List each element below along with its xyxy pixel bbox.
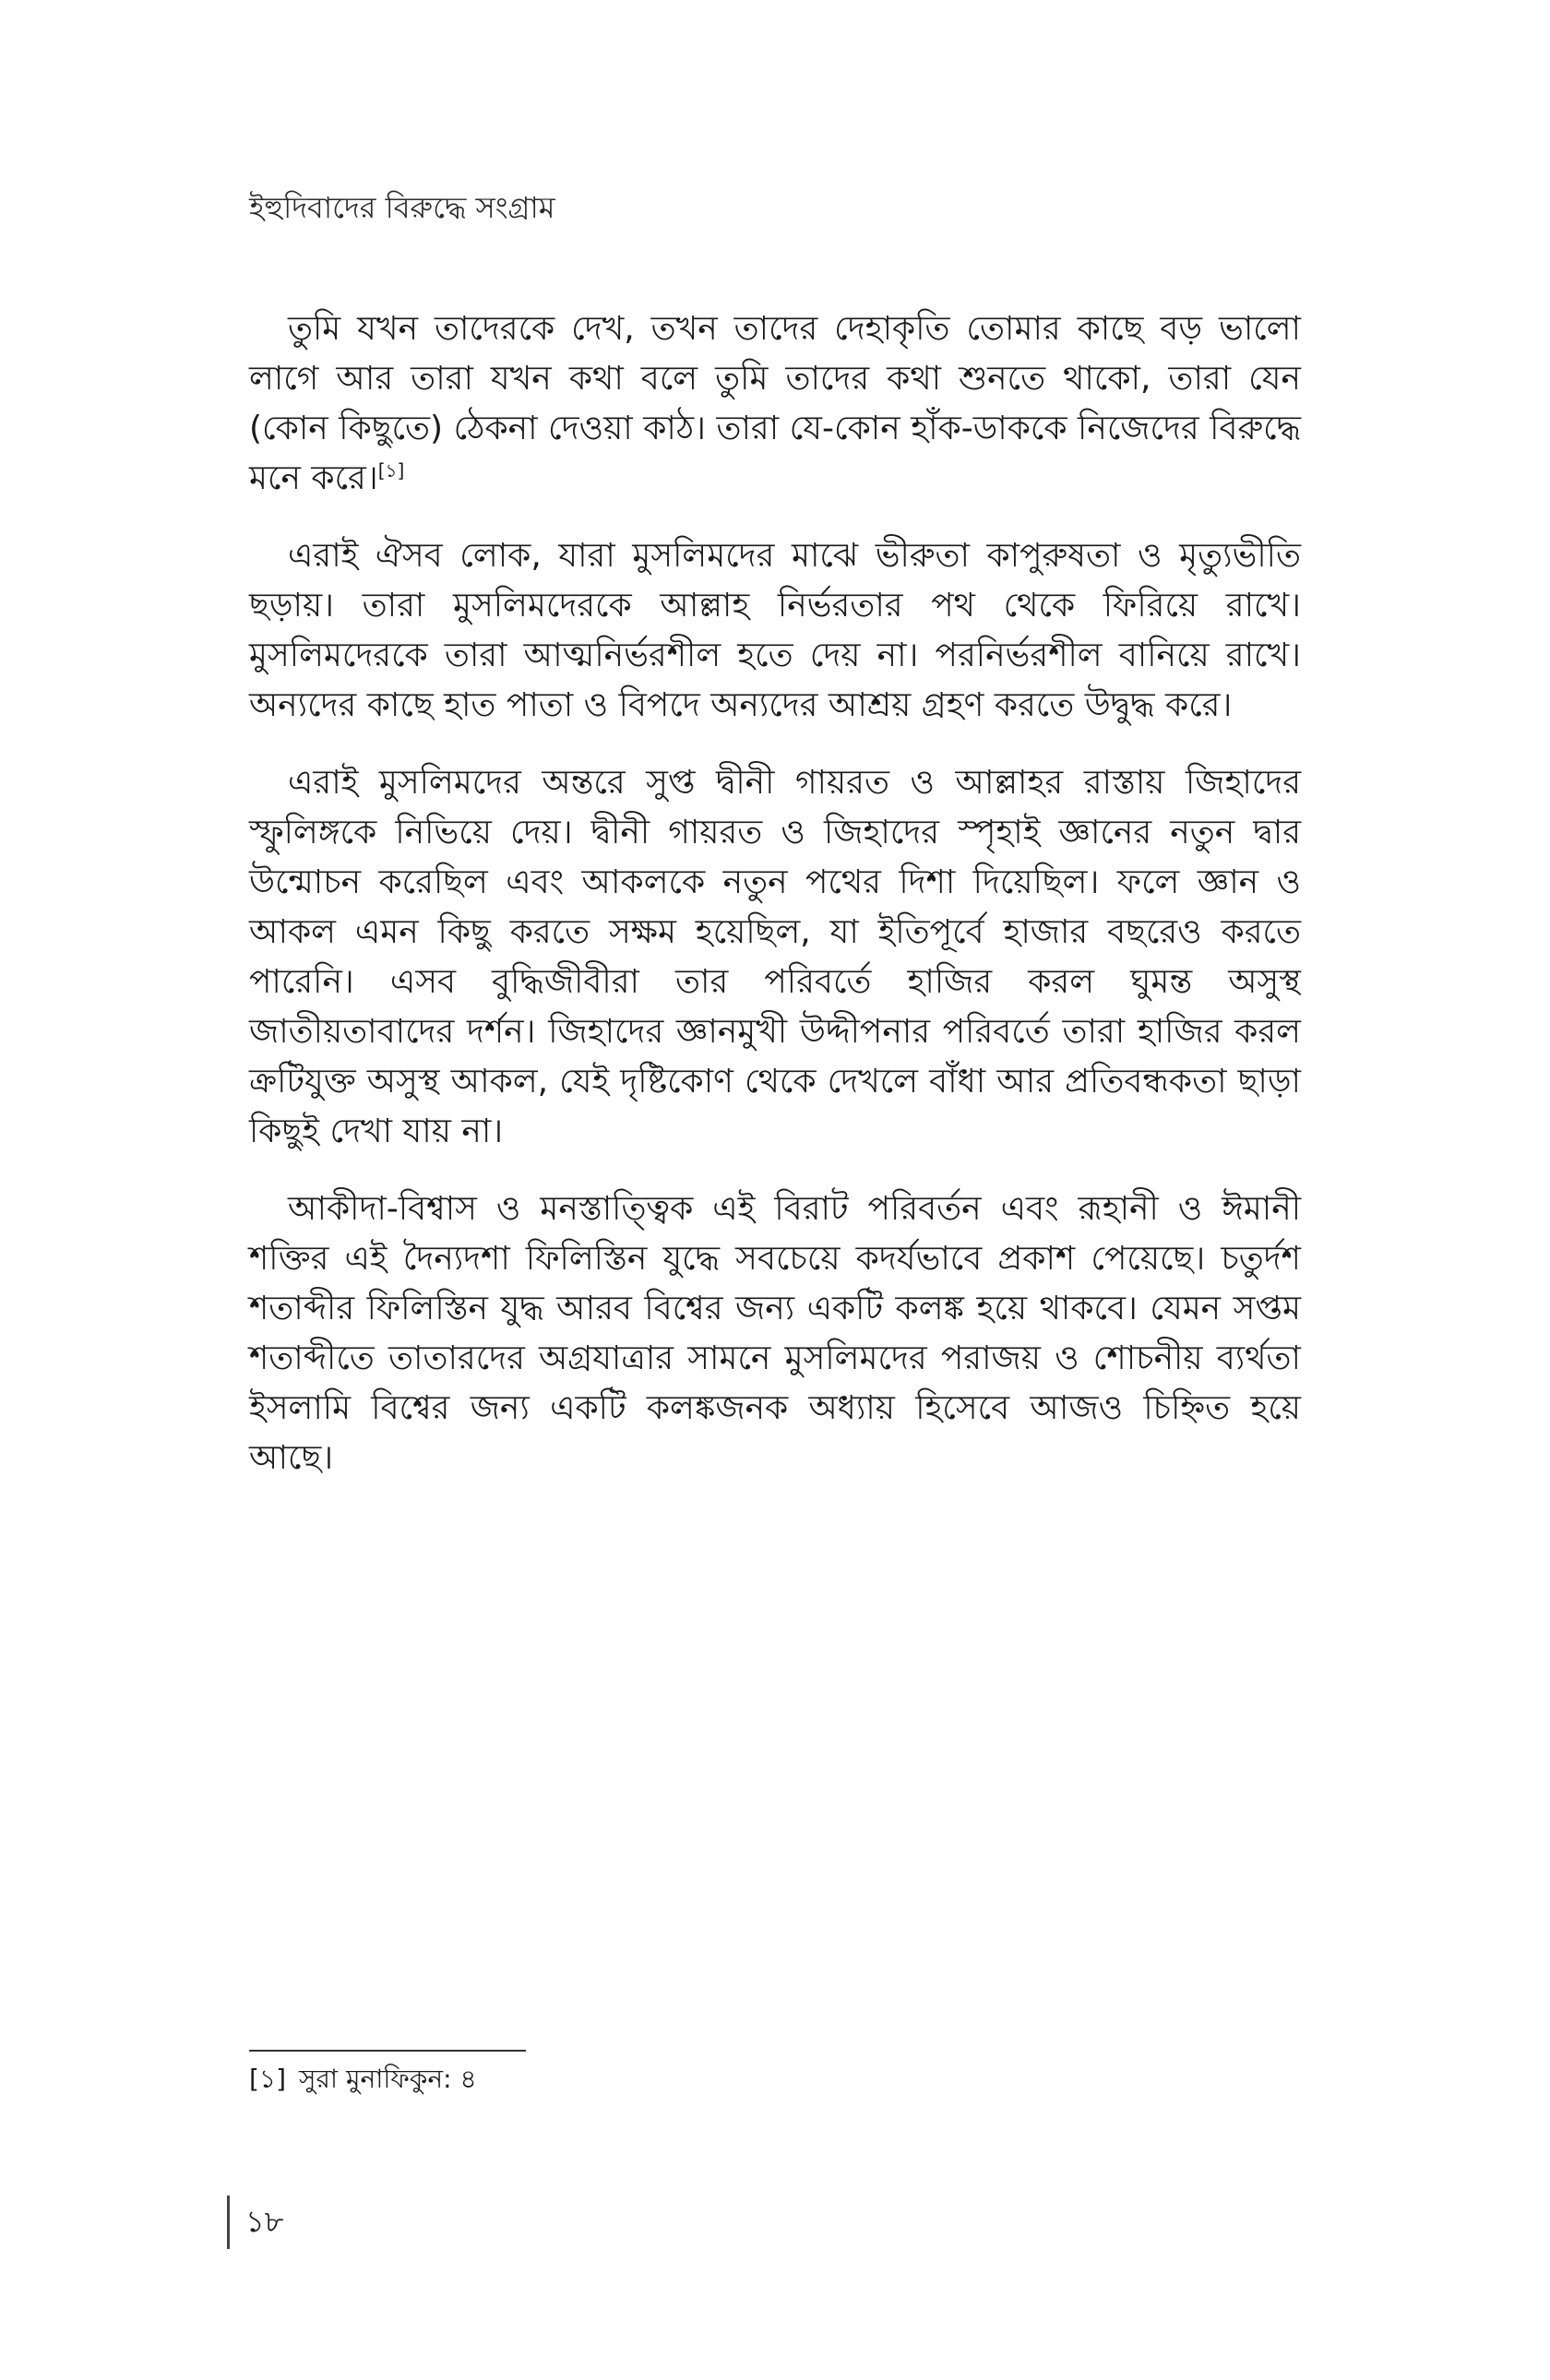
footnote-1 bbox=[249, 2063, 477, 2096]
footnote-ref-1[interactable]: [১] bbox=[377, 459, 405, 482]
paragraph-3: এরাই মুসলিমদের অন্তরে সুপ্ত দ্বীনী গায়রত ও আল্লাহর রাস্তায় জিহাদের স্ফুলিঙ্গকে নিভিয়ে দেয়। দ্বীনী গায়রত ও জিহাদের স্পৃহাই জ্ঞানের নতুন দ্বার উন্মোচন করেছিল এবং আকলকে নতুন পথের দিশা দিয়েছিল। ফলে জ্ঞান ও আকল এমন কিছু করতে সক্ষম হয়েছিল, যা ইতিপূর্বে হাজার বছরেও করতে পারেনি। এসব বুদ্ধিজীবীরা তার পরিবর্তে হাজির করল ঘুমন্ত অসুস্থ জাতীয়তাবাদের দর্শন। জিহাদের জ্ঞানমুখী উদ্দীপনার পরিবর্তে তারা হাজির করল ক্রটিযুক্ত অসুস্থ আকল, যেই দৃষ্টিকোণ থেকে দেখলে বাঁধা আর প্রতিবন্ধকতা ছাড়া কিছুই দেখা যায় না। bbox=[249, 764, 1301, 1150]
page-number-bar bbox=[227, 2196, 230, 2249]
footnote-1-mark: [১] bbox=[249, 2064, 287, 2094]
running-header: ইহুদিবাদের বিরুদ্ধে সংগ্রাম bbox=[249, 190, 555, 225]
paragraph-4: আকীদা-বিশ্বাস ও মনস্তাত্ত্বিক এই বিরাট পরিবর্তন এবং রূহানী ও ঈমানী শক্তির এই দৈন্যদশা ফিলিস্তিন যুদ্ধে সবচেয়ে কদর্যভাবে প্রকাশ পেয়েছে। চতুর্দশ শতাব্দীর ফিলিস্তিন যুদ্ধ আরব বিশ্বের জন্য একটি কলঙ্ক হয়ে থাকবে। যেমন সপ্তম শতাব্দীতে তাতারদের অগ্রযাত্রার সামনে মুসলিমদের পরাজয় ও শোচনীয় ব্যর্থতা ইসলামি বিশ্বের জন্য একটি কলঙ্কজনক অধ্যায় হিসেবে আজও চিহ্নিত হয়ে আছে। bbox=[249, 1190, 1301, 1477]
footnote-1-text: সুরা মুনাফিকুন: ৪ bbox=[299, 2064, 477, 2094]
paragraph-1 bbox=[249, 304, 1301, 504]
page-number: ১৮ bbox=[245, 2204, 284, 2239]
paragraph-2: এরাই ঐসব লোক, যারা মুসলিমদের মাঝে ভীরুতা কাপুরুষতা ও মৃত্যুভীতি ছড়ায়। তারা মুসলিমদেরকে আল্লাহ নির্ভরতার পথ থেকে ফিরিয়ে রাখে। মুসলিমদেরকে তারা আত্মনির্ভরশীল হতে দেয় না। পরনির্ভরশীল বানিয়ে রাখে। অন্যদের কাছে হাত পাতা ও বিপদে অন্যদের আশ্রয় গ্রহণ করতে উদ্বুদ্ধ করে। bbox=[249, 537, 1301, 724]
body-text bbox=[249, 304, 1301, 1511]
footnote-divider bbox=[249, 2050, 526, 2052]
paragraph-1-text: তুমি যখন তাদেরকে দেখ, তখন তাদের দেহাকৃতি তোমার কাছে বড় ভালো লাগে আর তারা যখন কথা বলে তুমি তাদের কথা শুনতে থাকো, তারা যেন (কোন কিছুতে) ঠেকনা দেওয়া কাঠ। তারা যে-কোন হাঁক-ডাককে নিজেদের বিরুদ্ধে মনে করে। bbox=[249, 310, 1301, 497]
